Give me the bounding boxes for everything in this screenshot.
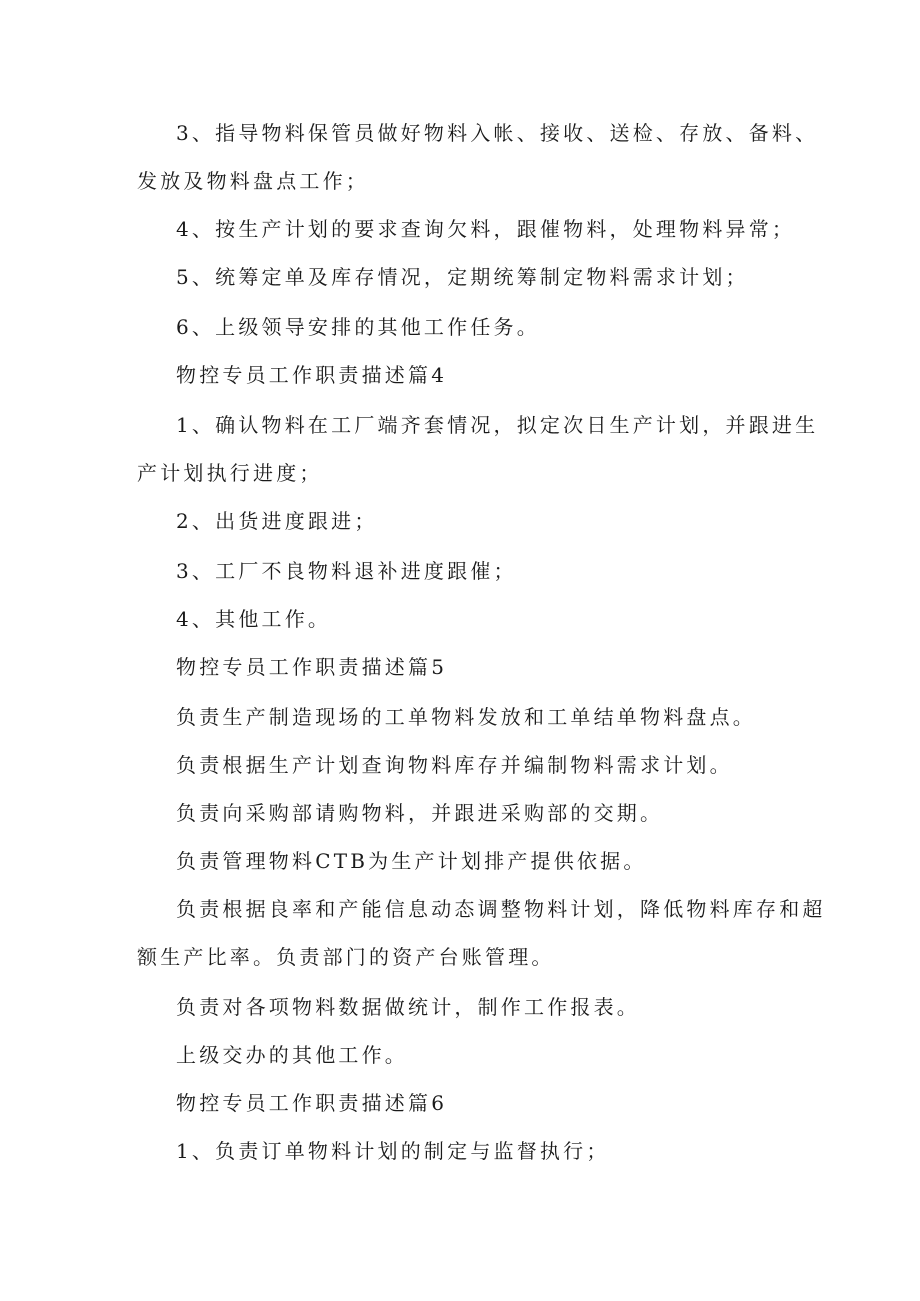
list-item-1: 1、负责订单物料计划的制定与监督执行； (176, 1139, 610, 1163)
list-item-6: 6、上级领导安排的其他工作任务。 (176, 315, 540, 339)
list-item-1-line-2: 产计划执行进度； (137, 461, 323, 485)
list-item-4: 4、按生产计划的要求查询欠料，跟催物料，处理物料异常； (176, 217, 796, 241)
list-item-5: 5、统筹定单及库存情况，定期统筹制定物料需求计划； (176, 265, 749, 289)
list-item-2: 2、出货进度跟进； (176, 509, 378, 533)
section-heading-6: 物控专员工作职责描述篇6 (176, 1091, 448, 1115)
paragraph: 负责根据生产计划查询物料库存并编制物料需求计划。 (176, 753, 733, 777)
list-item-3-line-1: 3、指导物料保管员做好物料入帐、接收、送检、存放、备料、 (176, 121, 819, 145)
list-item-3: 3、工厂不良物料退补进度跟催； (176, 559, 517, 583)
paragraph-line-2: 额生产比率。负责部门的资产台账管理。 (137, 945, 555, 969)
paragraph: 负责生产制造现场的工单物料发放和工单结单物料盘点。 (176, 705, 756, 729)
section-heading-5: 物控专员工作职责描述篇5 (176, 655, 448, 679)
paragraph: 负责向采购部请购物料，并跟进采购部的交期。 (176, 801, 664, 825)
list-item-3-line-2: 发放及物料盘点工作； (137, 169, 369, 193)
paragraph: 上级交办的其他工作。 (176, 1043, 408, 1067)
list-item-1-line-1: 1、确认物料在工厂端齐套情况，拟定次日生产计划，并跟进生 (176, 413, 819, 437)
paragraph: 负责对各项物料数据做统计，制作工作报表。 (176, 995, 640, 1019)
list-item-4: 4、其他工作。 (176, 607, 332, 631)
section-heading-4: 物控专员工作职责描述篇4 (176, 363, 448, 387)
paragraph-line-1: 负责根据良率和产能信息动态调整物料计划，降低物料库存和超 (176, 897, 826, 921)
paragraph: 负责管理物料CTB为生产计划排产提供依据。 (176, 849, 647, 873)
